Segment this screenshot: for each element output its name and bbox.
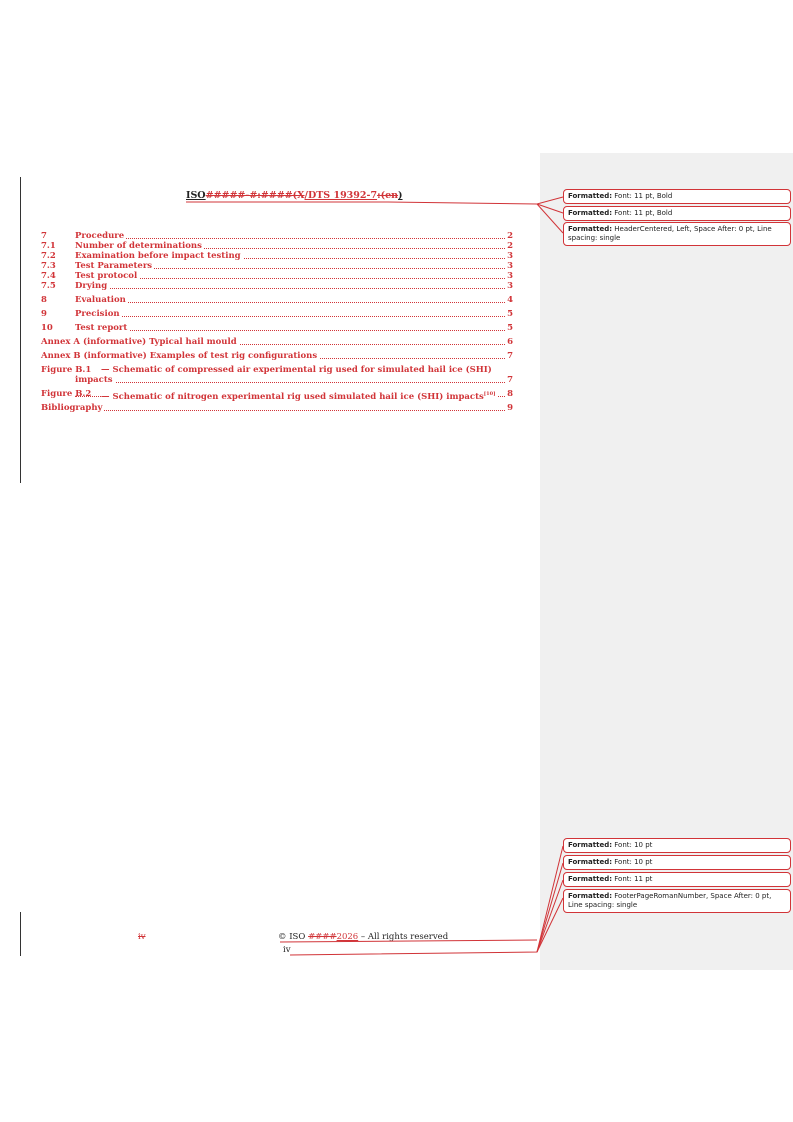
toc-entry[interactable]: Bibliography 9 [41,403,513,413]
header-inserted-text: /DTS 19392-7 [304,190,378,201]
toc-entry[interactable]: 7.4 Test protocol 3 [41,271,513,281]
comment-balloon[interactable]: Formatted: Font: 10 pt [563,838,791,853]
header-iso: ISO [186,190,206,201]
header-deleted-tail: :(en [377,190,399,201]
toc-entry[interactable]: 7 Procedure 2 [41,231,513,241]
footer-copyright: © ISO ####2026 – All rights reserved [278,932,449,942]
comment-balloon[interactable]: Formatted: HeaderCentered, Left, Space After: 0 pt, Line spacing: single [563,222,791,246]
comment-balloon[interactable]: Formatted: Font: 11 pt, Bold [563,206,791,221]
toc-entry[interactable]: Annex A (informative) Typical hail mould 6 [41,337,513,347]
comment-balloon[interactable]: Formatted: Font: 11 pt [563,872,791,887]
toc-entry[interactable]: 9 Precision 5 [41,309,513,319]
toc-entry[interactable]: Figure B.2 — Schematic of nitrogen experimental rig used simulated hail ice (SHI) impacts[10] 8 [41,389,513,402]
header-close: ) [398,190,403,201]
comment-balloon[interactable]: Formatted: Font: 11 pt, Bold [563,189,791,204]
comment-balloon[interactable]: Formatted: Font: 10 pt [563,855,791,870]
toc-entry[interactable]: 8 Evaluation 4 [41,295,513,305]
footer-page-number: iv [283,945,291,955]
footer-deleted-page: iv [138,932,146,942]
toc-entry[interactable]: 7.1 Number of determinations 2 [41,241,513,251]
header-deleted-text: #####-#:####(X [205,190,305,201]
toc-entry[interactable]: Annex B (informative) Examples of test rig configurations 7 [41,351,513,361]
toc-entry[interactable]: Figure B.1 — Schematic of compressed air experimental rig used for simulated hail ice (SHI) impacts 7 [41,365,513,385]
toc-entry[interactable]: 7.2 Examination before impact testing 3 [41,251,513,261]
toc-entry[interactable]: 7.3 Test Parameters 3 [41,261,513,271]
toc-entry[interactable]: 10 Test report 5 [41,323,513,333]
toc-entry[interactable]: 7.5 Drying 3 [41,281,513,291]
comment-balloon[interactable]: Formatted: FooterPageRomanNumber, Space After: 0 pt, Line spacing: single [563,889,791,913]
